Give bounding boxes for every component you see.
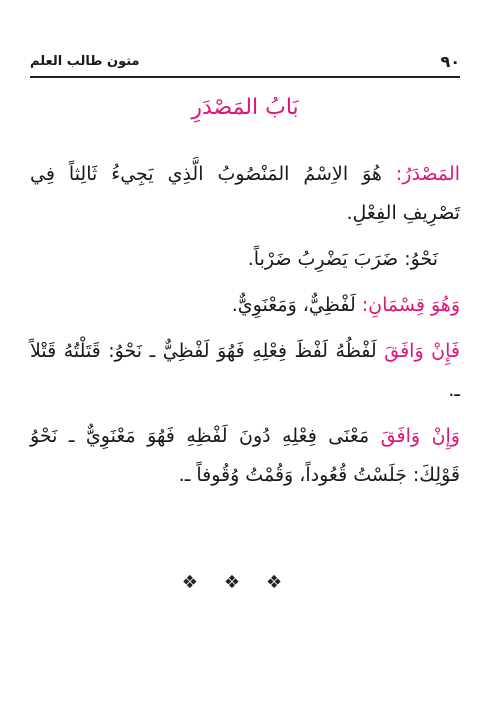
paragraph-definition bbox=[30, 155, 460, 233]
main-text bbox=[30, 155, 460, 502]
page-header bbox=[30, 52, 460, 78]
running-title: متون طالب العلم bbox=[30, 54, 140, 69]
manawi-text: مَعْنَى فِعْلِهِ دُونَ لَفْظِهِ فَهُوَ مَعْنَوِيٌّ ـ نَحْوُ قَوْلِكَ: جَلَسْتُ قُعُوداً، وَقُمْتُ وُقُوفاً ـ. bbox=[30, 425, 460, 486]
example-text: نَحْوُ: ضَرَبَ يَضْرِبُ ضَرْباً. bbox=[247, 248, 438, 270]
term-masdar: المَصْدَرُ: bbox=[395, 163, 460, 185]
term-divisions: وَهُوَ قِسْمَانِ: bbox=[361, 294, 460, 316]
definition-text: هُوَ الاِسْمُ المَنْصُوبُ الَّذِي يَجِيءُ ثَالِثاً فِي تَصْرِيفِ الفِعْلِ. bbox=[30, 163, 460, 224]
paragraph-lafzi bbox=[30, 332, 460, 410]
lafzi-text: لَفْظُهُ لَفْظَ فِعْلِهِ فَهُوَ لَفْظِيٌّ ـ نَحْوُ: قَتَلْتُهُ قَتْلاً ـ. bbox=[30, 340, 460, 401]
term-manawi-condition: وَإِنْ وَافَقَ bbox=[380, 425, 460, 447]
paragraph-manawi bbox=[30, 417, 460, 495]
paragraph-divisions bbox=[30, 286, 460, 325]
term-lafzi-condition: فَإِنْ وَافَقَ bbox=[384, 340, 461, 362]
paragraph-example bbox=[30, 240, 460, 279]
section-end-ornament: ❖❖❖ bbox=[181, 572, 309, 593]
chapter-title: بَابُ المَصْدَرِ bbox=[191, 95, 299, 120]
page-number: ٩٠ bbox=[440, 52, 460, 71]
divisions-text: لَفْظِيٌّ، وَمَعْنَوِيٌّ. bbox=[231, 294, 362, 316]
